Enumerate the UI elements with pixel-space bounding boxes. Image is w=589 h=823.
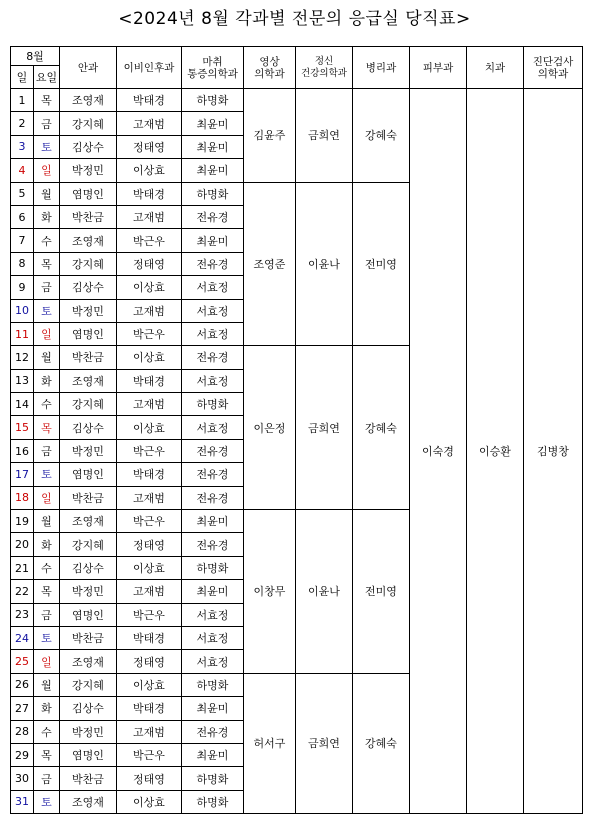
day-cell: 26 <box>11 673 34 696</box>
anesthesia-duty-cell: 전유경 <box>182 252 244 275</box>
psychiatry-duty-cell: 이윤나 <box>296 510 353 674</box>
anesthesia-duty-cell: 서효정 <box>182 626 244 649</box>
anesthesia-duty-cell: 하명화 <box>182 89 244 112</box>
weekday-cell: 토 <box>34 463 60 486</box>
eye-duty-cell: 조영재 <box>60 650 117 673</box>
weekday-cell: 토 <box>34 299 60 322</box>
weekday-cell: 화 <box>34 369 60 392</box>
radiology-duty-cell: 이창무 <box>244 510 296 674</box>
anesthesia-duty-cell: 서효정 <box>182 603 244 626</box>
weekday-cell: 목 <box>34 743 60 766</box>
weekday-cell: 수 <box>34 720 60 743</box>
ent-duty-cell: 박근우 <box>117 229 182 252</box>
day-cell: 28 <box>11 720 34 743</box>
anesthesia-duty-cell: 서효정 <box>182 369 244 392</box>
radiology-duty-cell: 이은정 <box>244 346 296 510</box>
ent-duty-cell: 박태경 <box>117 89 182 112</box>
ent-duty-cell: 고재범 <box>117 112 182 135</box>
day-cell: 10 <box>11 299 34 322</box>
psychiatry-duty-cell: 금희연 <box>296 89 353 183</box>
weekday-cell: 일 <box>34 650 60 673</box>
anesthesia-duty-cell: 전유경 <box>182 346 244 369</box>
col-header-psychiatry: 정신 건강의학과 <box>296 47 353 89</box>
col-header-eye: 안과 <box>60 47 117 89</box>
anesthesia-duty-cell: 전유경 <box>182 720 244 743</box>
ent-duty-cell: 박근우 <box>117 743 182 766</box>
weekday-cell: 월 <box>34 346 60 369</box>
anesthesia-duty-cell: 최윤미 <box>182 112 244 135</box>
eye-duty-cell: 조영재 <box>60 229 117 252</box>
anesthesia-duty-cell: 전유경 <box>182 463 244 486</box>
anesthesia-duty-cell: 서효정 <box>182 650 244 673</box>
day-cell: 2 <box>11 112 34 135</box>
weekday-cell: 목 <box>34 416 60 439</box>
day-cell: 30 <box>11 767 34 790</box>
day-cell: 4 <box>11 159 34 182</box>
anesthesia-duty-cell: 서효정 <box>182 416 244 439</box>
col-header-dermatology: 피부과 <box>410 47 467 89</box>
eye-duty-cell: 김상수 <box>60 556 117 579</box>
eye-duty-cell: 박정민 <box>60 159 117 182</box>
pathology-duty-cell: 강혜숙 <box>353 89 410 183</box>
ent-duty-cell: 박근우 <box>117 322 182 345</box>
ent-duty-cell: 이상효 <box>117 159 182 182</box>
radiology-duty-cell: 허서구 <box>244 673 296 813</box>
eye-duty-cell: 김상수 <box>60 135 117 158</box>
day-cell: 7 <box>11 229 34 252</box>
eye-duty-cell: 조영재 <box>60 790 117 813</box>
psychiatry-duty-cell: 이윤나 <box>296 182 353 346</box>
duty-rows <box>11 89 583 814</box>
weekday-header: 요일 <box>34 66 60 89</box>
anesthesia-duty-cell: 최윤미 <box>182 229 244 252</box>
ent-duty-cell: 이상효 <box>117 790 182 813</box>
day-cell: 21 <box>11 556 34 579</box>
anesthesia-duty-cell: 최윤미 <box>182 510 244 533</box>
eye-duty-cell: 강지혜 <box>60 673 117 696</box>
eye-duty-cell: 조영재 <box>60 369 117 392</box>
ent-duty-cell: 이상효 <box>117 346 182 369</box>
pathology-duty-cell: 전미영 <box>353 182 410 346</box>
weekday-cell: 수 <box>34 393 60 416</box>
eye-duty-cell: 염명인 <box>60 603 117 626</box>
weekday-cell: 수 <box>34 229 60 252</box>
day-cell: 22 <box>11 580 34 603</box>
ent-duty-cell: 고재범 <box>117 720 182 743</box>
day-cell: 13 <box>11 369 34 392</box>
ent-duty-cell: 고재범 <box>117 580 182 603</box>
ent-duty-cell: 정태영 <box>117 767 182 790</box>
ent-duty-cell: 고재범 <box>117 205 182 228</box>
pathology-duty-cell: 전미영 <box>353 510 410 674</box>
pathology-duty-cell: 강혜숙 <box>353 346 410 510</box>
ent-duty-cell: 정태영 <box>117 135 182 158</box>
day-cell: 11 <box>11 322 34 345</box>
eye-duty-cell: 박정민 <box>60 580 117 603</box>
anesthesia-duty-cell: 하명화 <box>182 556 244 579</box>
day-cell: 1 <box>11 89 34 112</box>
weekday-cell: 금 <box>34 276 60 299</box>
day-cell: 9 <box>11 276 34 299</box>
col-header-radiology: 영상 의학과 <box>244 47 296 89</box>
duty-table <box>10 46 583 814</box>
lab-duty-cell: 김병창 <box>524 89 583 814</box>
ent-duty-cell: 박태경 <box>117 369 182 392</box>
eye-duty-cell: 강지혜 <box>60 393 117 416</box>
eye-duty-cell: 박정민 <box>60 720 117 743</box>
day-cell: 3 <box>11 135 34 158</box>
weekday-cell: 토 <box>34 626 60 649</box>
eye-duty-cell: 염명인 <box>60 463 117 486</box>
weekday-cell: 월 <box>34 510 60 533</box>
ent-duty-cell: 이상효 <box>117 276 182 299</box>
day-cell: 31 <box>11 790 34 813</box>
anesthesia-duty-cell: 하명화 <box>182 790 244 813</box>
weekday-cell: 화 <box>34 205 60 228</box>
anesthesia-duty-cell: 하명화 <box>182 673 244 696</box>
anesthesia-duty-cell: 최윤미 <box>182 159 244 182</box>
ent-duty-cell: 이상효 <box>117 556 182 579</box>
eye-duty-cell: 박정민 <box>60 299 117 322</box>
anesthesia-duty-cell: 최윤미 <box>182 580 244 603</box>
day-cell: 17 <box>11 463 34 486</box>
table-row <box>11 89 583 112</box>
eye-duty-cell: 염명인 <box>60 182 117 205</box>
day-cell: 29 <box>11 743 34 766</box>
eye-duty-cell: 염명인 <box>60 743 117 766</box>
eye-duty-cell: 박정민 <box>60 439 117 462</box>
anesthesia-duty-cell: 전유경 <box>182 486 244 509</box>
day-cell: 8 <box>11 252 34 275</box>
weekday-cell: 금 <box>34 112 60 135</box>
weekday-cell: 토 <box>34 135 60 158</box>
weekday-cell: 금 <box>34 603 60 626</box>
day-header: 일 <box>11 66 34 89</box>
eye-duty-cell: 강지혜 <box>60 252 117 275</box>
eye-duty-cell: 김상수 <box>60 276 117 299</box>
ent-duty-cell: 고재범 <box>117 486 182 509</box>
weekday-cell: 일 <box>34 486 60 509</box>
day-cell: 12 <box>11 346 34 369</box>
col-header-dental: 치과 <box>467 47 524 89</box>
weekday-cell: 금 <box>34 767 60 790</box>
anesthesia-duty-cell: 최윤미 <box>182 135 244 158</box>
day-cell: 6 <box>11 205 34 228</box>
anesthesia-duty-cell: 하명화 <box>182 767 244 790</box>
radiology-duty-cell: 조영준 <box>244 182 296 346</box>
day-cell: 25 <box>11 650 34 673</box>
psychiatry-duty-cell: 금희연 <box>296 346 353 510</box>
ent-duty-cell: 박근우 <box>117 603 182 626</box>
eye-duty-cell: 강지혜 <box>60 112 117 135</box>
ent-duty-cell: 고재범 <box>117 393 182 416</box>
dermatology-duty-cell: 이숙경 <box>410 89 467 814</box>
anesthesia-duty-cell: 서효정 <box>182 299 244 322</box>
col-header-lab: 진단검사 의학과 <box>524 47 583 89</box>
radiology-duty-cell: 김윤주 <box>244 89 296 183</box>
day-cell: 18 <box>11 486 34 509</box>
anesthesia-duty-cell: 서효정 <box>182 322 244 345</box>
day-cell: 15 <box>11 416 34 439</box>
ent-duty-cell: 정태영 <box>117 650 182 673</box>
anesthesia-duty-cell: 전유경 <box>182 205 244 228</box>
day-cell: 14 <box>11 393 34 416</box>
day-cell: 5 <box>11 182 34 205</box>
weekday-cell: 월 <box>34 673 60 696</box>
eye-duty-cell: 박찬금 <box>60 767 117 790</box>
ent-duty-cell: 이상효 <box>117 673 182 696</box>
anesthesia-duty-cell: 전유경 <box>182 533 244 556</box>
eye-duty-cell: 박찬금 <box>60 205 117 228</box>
col-header-pathology: 병리과 <box>353 47 410 89</box>
col-header-anesthesia: 마취 통증의학과 <box>182 47 244 89</box>
col-header-ent: 이비인후과 <box>117 47 182 89</box>
anesthesia-duty-cell: 서효정 <box>182 276 244 299</box>
eye-duty-cell: 박찬금 <box>60 486 117 509</box>
eye-duty-cell: 조영재 <box>60 510 117 533</box>
day-cell: 20 <box>11 533 34 556</box>
anesthesia-duty-cell: 하명화 <box>182 182 244 205</box>
page-title: <2024년 8월 각과별 전문의 응급실 당직표> <box>118 9 471 29</box>
eye-duty-cell: 염명인 <box>60 322 117 345</box>
anesthesia-duty-cell: 최윤미 <box>182 743 244 766</box>
pathology-duty-cell: 강혜숙 <box>353 673 410 813</box>
eye-duty-cell: 박찬금 <box>60 346 117 369</box>
day-cell: 16 <box>11 439 34 462</box>
anesthesia-duty-cell: 하명화 <box>182 393 244 416</box>
psychiatry-duty-cell: 금희연 <box>296 673 353 813</box>
weekday-cell: 일 <box>34 322 60 345</box>
weekday-cell: 화 <box>34 697 60 720</box>
anesthesia-duty-cell: 최윤미 <box>182 697 244 720</box>
weekday-cell: 목 <box>34 252 60 275</box>
anesthesia-duty-cell: 전유경 <box>182 439 244 462</box>
weekday-cell: 일 <box>34 159 60 182</box>
eye-duty-cell: 조영재 <box>60 89 117 112</box>
day-cell: 19 <box>11 510 34 533</box>
ent-duty-cell: 이상효 <box>117 416 182 439</box>
weekday-cell: 토 <box>34 790 60 813</box>
dental-duty-cell: 이승환 <box>467 89 524 814</box>
weekday-cell: 목 <box>34 580 60 603</box>
day-cell: 24 <box>11 626 34 649</box>
ent-duty-cell: 박태경 <box>117 626 182 649</box>
weekday-cell: 월 <box>34 182 60 205</box>
weekday-cell: 화 <box>34 533 60 556</box>
day-cell: 27 <box>11 697 34 720</box>
ent-duty-cell: 고재범 <box>117 299 182 322</box>
ent-duty-cell: 박근우 <box>117 439 182 462</box>
ent-duty-cell: 박근우 <box>117 510 182 533</box>
eye-duty-cell: 강지혜 <box>60 533 117 556</box>
weekday-cell: 목 <box>34 89 60 112</box>
eye-duty-cell: 박찬금 <box>60 626 117 649</box>
ent-duty-cell: 박태경 <box>117 182 182 205</box>
ent-duty-cell: 정태영 <box>117 533 182 556</box>
month-header: 8월 <box>11 47 60 66</box>
ent-duty-cell: 박태경 <box>117 463 182 486</box>
ent-duty-cell: 박태경 <box>117 697 182 720</box>
weekday-cell: 수 <box>34 556 60 579</box>
weekday-cell: 금 <box>34 439 60 462</box>
ent-duty-cell: 정태영 <box>117 252 182 275</box>
day-cell: 23 <box>11 603 34 626</box>
eye-duty-cell: 김상수 <box>60 697 117 720</box>
eye-duty-cell: 김상수 <box>60 416 117 439</box>
